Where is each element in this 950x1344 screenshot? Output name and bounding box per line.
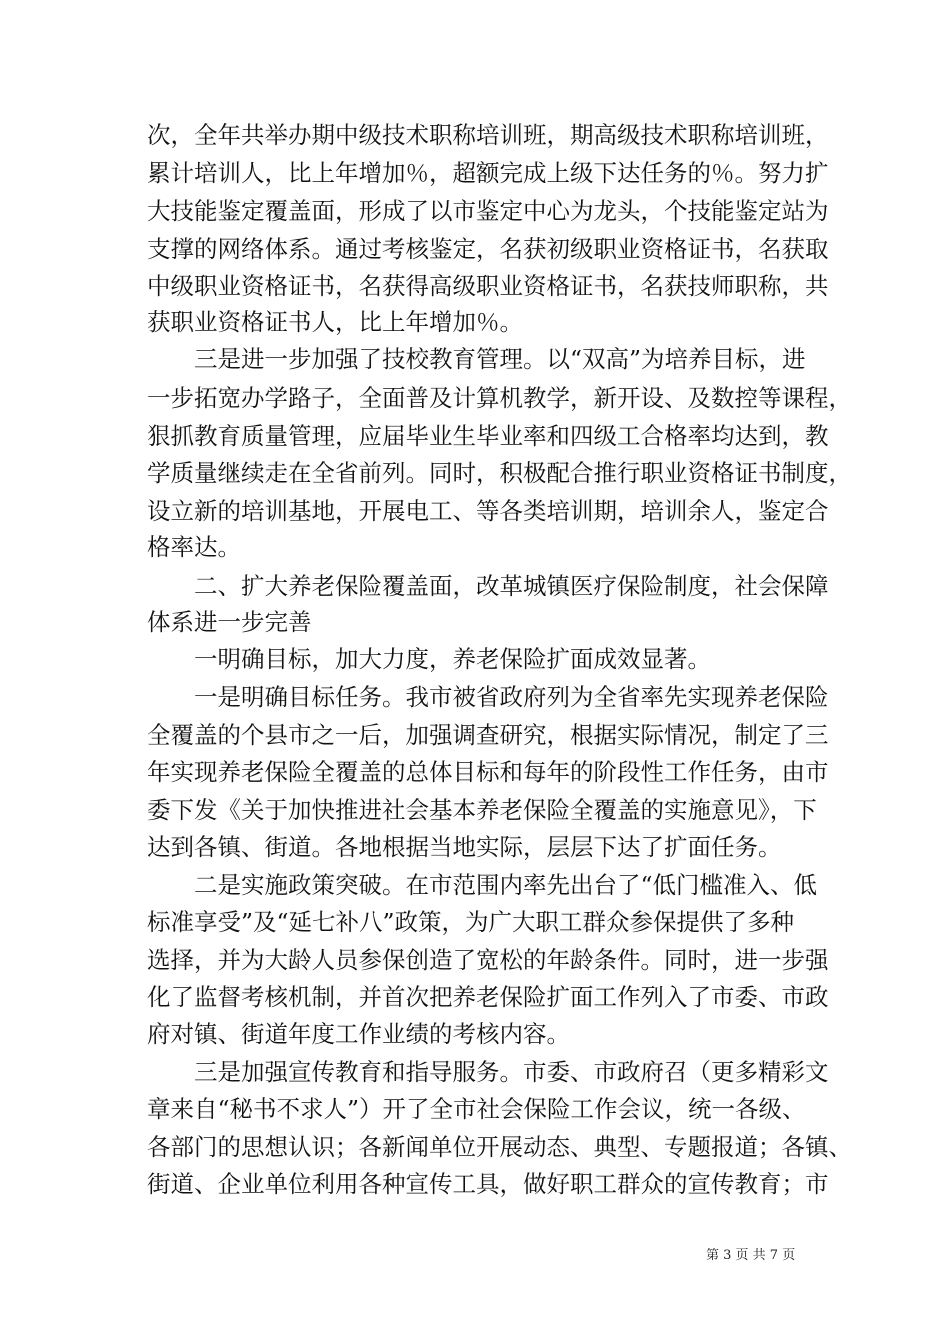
- text-line: 府对镇、街道年度工作业绩的考核内容。: [147, 1020, 570, 1048]
- text-line: 二是实施政策突破。在市范围内率先出台了“低门槛准入、低: [147, 871, 818, 899]
- text-line: 获职业资格证书人，比上年增加％。: [147, 308, 523, 336]
- page-number: 第 3 页 共 7 页: [706, 1248, 796, 1263]
- text-line: 大技能鉴定覆盖面，形成了以市鉴定中心为龙头，个技能鉴定站为: [147, 197, 829, 225]
- text-line: 一是明确目标任务。我市被省政府列为全省率先实现养老保险: [147, 683, 829, 711]
- text-line: 次，全年共举办期中级技术职称培训班，期高级技术职称培训班，: [147, 121, 829, 149]
- text-line: 二、扩大养老保险覆盖面，改革城镇医疗保险制度，社会保障: [147, 572, 829, 600]
- text-line: 标准享受”及“延七补八”政策，为广大职工群众参保提供了多种: [147, 908, 795, 936]
- text-line: 全覆盖的个县市之一后，加强调查研究，根据实际情况，制定了三: [147, 721, 829, 749]
- text-line: 各部门的思想认识；各新闻单位开展动态、典型、专题报道；各镇、: [147, 1133, 852, 1161]
- text-line: 中级职业资格证书，名获得高级职业资格证书，名获技师职称，共: [147, 272, 829, 300]
- text-line: 三是加强宣传教育和指导服务。市委、市政府召（更多精彩文: [147, 1058, 829, 1086]
- text-line: 狠抓教育质量管理，应届毕业生毕业率和四级工合格率均达到，教: [147, 422, 829, 450]
- text-line: 累计培训人，比上年增加％，超额完成上级下达任务的％。努力扩: [147, 159, 829, 187]
- text-line: 体系进一步完善: [147, 608, 312, 636]
- text-line: 选择，并为大龄人员参保创造了宽松的年龄条件。同时，进一步强: [147, 946, 829, 974]
- text-line: 章来自“秘书不求人”）开了全市社会保险工作会议，统一各级、: [147, 1095, 806, 1123]
- text-line: 格率达。: [147, 533, 241, 561]
- text-line: 学质量继续走在全省前列。同时，积极配合推行职业资格证书制度，: [147, 459, 852, 487]
- text-line: 支撑的网络体系。通过考核鉴定，名获初级职业资格证书，名获取: [147, 235, 829, 263]
- text-line: 三是进一步加强了技校教育管理。以“双高”为培养目标，进: [147, 345, 806, 373]
- text-line: 年实现养老保险全覆盖的总体目标和每年的阶段性工作任务，由市: [147, 758, 829, 786]
- text-line: 街道、企业单位利用各种宣传工具，做好职工群众的宣传教育；市: [147, 1170, 829, 1198]
- text-line: 委下发《关于加快推进社会基本养老保险全覆盖的实施意见》，下: [147, 796, 817, 824]
- text-line: 一明确目标，加大力度，养老保险扩面成效显著。: [147, 645, 711, 673]
- text-line: 化了监督考核机制，并首次把养老保险扩面工作列入了市委、市政: [147, 983, 829, 1011]
- text-line: 设立新的培训基地，开展电工、等各类培训期，培训余人，鉴定合: [147, 497, 829, 525]
- text-line: 一步拓宽办学路子，全面普及计算机教学，新开设、及数控等课程，: [147, 384, 852, 412]
- text-line: 达到各镇、街道。各地根据当地实际，层层下达了扩面任务。: [147, 833, 782, 861]
